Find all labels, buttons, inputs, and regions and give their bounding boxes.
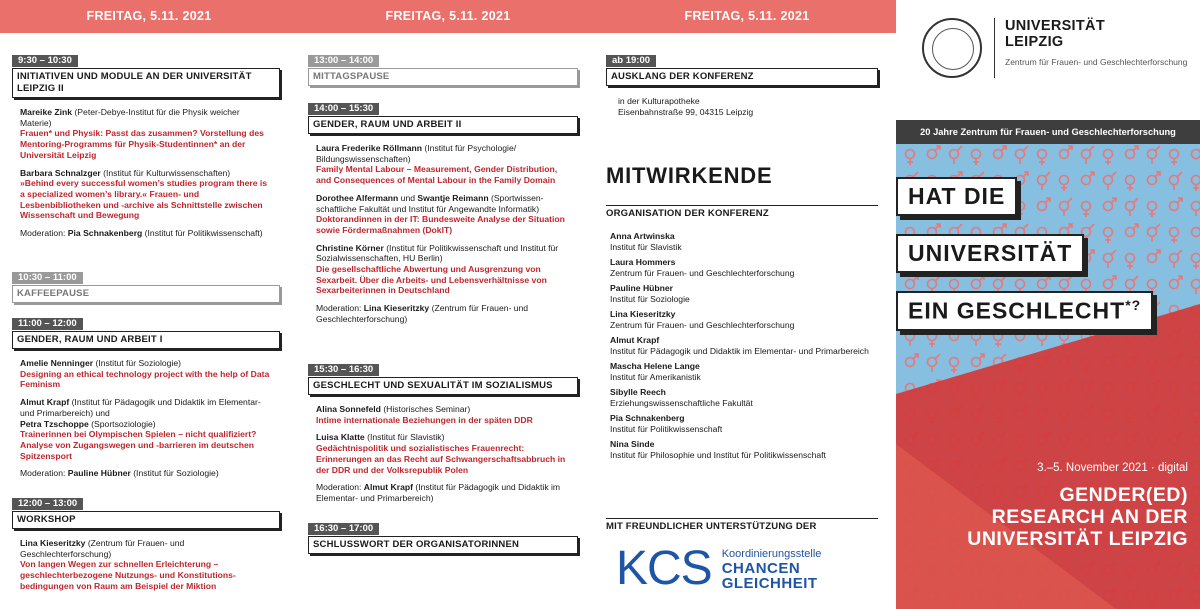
session-title: INITIATIVEN UND MODULE AN DER UNIVERSITÄT LEIPZIG II [12,68,280,98]
talk-title: Frauen* und Physik: Passt das zusammen? Vorstellung des Mentoring-Programms für Physik-Studentinnen* an der Universität Leipzig [20,128,264,160]
venue-address: Eisenbahnstraße 99, 04315 Leipzig [618,106,754,117]
contributor-name: Anna Artwinska [610,231,675,241]
talk-item [316,432,570,475]
venue-line: in der Kulturapotheke [618,96,700,106]
speaker-inst: (Sportwissenschaftliche Fakultät und Institut für Angewandte Informatik) [316,192,544,214]
speaker-name: Christine Körner [316,242,384,253]
time-badge: ab 19:00 [606,55,656,67]
session-title: KAFFEEPAUSE [12,285,280,303]
session-gender-raum-2 [308,98,578,332]
speaker-inst: (Peter-Debye-Institut für die Physik weicher Materie) [20,107,240,128]
contributor-inst: Institut für Philosophie und Institut für Politikwissenschaft [610,449,826,460]
panel-mitwirkende [598,0,896,609]
people-list [606,222,878,460]
speaker-name: Alina Sonnefeld [316,404,381,414]
headline-line1: HAT DIE [896,177,1017,216]
talk-item [20,397,272,461]
contributor-name: Nina Sinde [610,439,655,449]
university-name [994,18,1187,78]
mod-name: Almut Krapf [363,482,413,493]
contributor-name: Almut Krapf [610,335,660,345]
time-badge: 9:30 – 10:30 [12,55,78,67]
kcs-text [722,548,822,591]
conference-title [896,484,1188,550]
contributor-name: Pia Schnakenberg [610,413,685,423]
time-badge: 13:00 – 14:00 [308,55,379,67]
session-sozialismus [308,359,578,511]
kcs-line3: GLEICHHEIT [721,574,818,592]
contributor [610,335,878,356]
time-badge: 11:00 – 12:00 [12,318,83,330]
session-gender-raum-1 [12,313,280,486]
contributor-inst: Zentrum für Frauen- und Geschlechterforschung [610,319,795,330]
talk-title: Intime internationale Beziehungen in der späten DDR [316,414,533,425]
contributor-inst: Institut für Soziologie [610,293,690,304]
speaker-inst: (Institut für Kulturwissenschaften) [100,167,231,178]
talk-title: Trainerinnen bei Olympischen Spielen – nicht qualifiziert? Analyse von Zugangswegen und -barrieren im deutschen Spitzensport [20,429,257,461]
mod-inst: (Institut für Soziologie) [130,468,219,479]
speaker-inst: (Institut für Psychologie/ Bildungswissenschaften) [316,143,517,164]
contributor-inst: Erziehungswissenschaftliche Fakultät [610,397,753,408]
speaker-name: Almut Krapf [20,397,70,408]
contributor-inst: Institut für Pädagogik und Didaktik im Elementar- und Primarbereich [610,345,869,356]
session-initiativen [12,50,280,246]
session-title: GESCHLECHT UND SEXUALITÄT IM SOZIALISMUS [308,377,578,395]
kcs-logo [616,542,822,595]
session-mittagspause [308,50,578,86]
contributor [610,361,878,382]
contributor [610,309,878,330]
panel-program-2 [298,0,598,609]
time-badge: 10:30 – 11:00 [12,272,83,284]
conf-line2: RESEARCH AN DER [991,506,1188,528]
university-seal-icon [922,18,982,78]
speaker-name: Dorothee Alfermann [316,192,399,203]
moderation [316,303,570,324]
mod-label: Moderation: [316,482,364,493]
day-header: FREITAG, 5.11. 2021 [598,0,896,33]
talk-item [316,143,570,186]
session-title: MITTAGSPAUSE [308,68,578,86]
mod-inst: (Institut für Politikwissenschaft) [142,228,263,239]
mod-label: Moderation: [20,228,68,239]
speaker-inst: (Zentrum für Frauen- und Geschlechterforschung) [20,538,185,559]
kcs-line1: Koordinierungsstelle [721,547,822,560]
session-schlusswort [308,518,578,554]
talk-title: Family Mental Labour – Measurement, Gender Distribution, and Consequences of Mental Labour in the Family Domain [316,164,558,186]
session-title: WORKSHOP [12,511,280,529]
headline-line3 [896,291,1153,331]
day-header: FREITAG, 5.11. 2021 [298,0,598,33]
talk-title: Gedächtnispolitik und sozialistisches Frauenrecht: Erinnerungen an das Recht auf Schwangerschaftsabbruch in der DDR und der Volksrepublik Polen [316,443,566,475]
panel-program-1 [0,0,298,609]
mitwirkende-heading: MITWIRKENDE [606,163,773,188]
time-badge: 15:30 – 16:30 [308,364,379,376]
contributor-name: Lina Kieseritzky [610,309,676,319]
talk-title: Doktorandinnen in der IT: Bundesweite Analyse der Situation sowie Fördermaßnahmen (DokIT) [316,214,565,235]
talk-item [20,168,272,222]
talk-title: Die gesellschaftliche Abwertung und Ausgrenzung von Sexarbeit. Über die Arbeits- und Lebensverhältnisse von Sexarbeiterinnen in Deutschland [316,264,547,296]
speaker-name: Amelie Nenninger [20,358,94,368]
mod-name: Lina Kieseritzky [363,303,430,314]
session-title: GENDER, RAUM UND ARBEIT II [308,116,578,134]
speaker-inst: (Institut für Soziologie) [93,358,181,368]
moderation [20,228,272,239]
moderation [316,482,570,503]
uni-line1: UNIVERSITÄT [1005,18,1105,34]
venue [606,86,878,117]
contributor [610,439,878,460]
mod-label: Moderation: [316,303,364,314]
uni-line2: LEIPZIG [1005,34,1064,50]
contributor [610,387,878,408]
contributor [610,413,878,434]
talk-title: Von langen Wegen zur schnellen Erleichterung – geschlechterbezogene Nutzungs- und Konstitutionsbedingungen von Raum am Beispiel der Miktion [20,559,236,591]
speaker-name: Mareike Zink [20,107,73,117]
talk-title: Designing an ethical technology project with the help of Data Feminism [20,368,270,390]
headline-asterisk: *? [1125,297,1142,313]
speaker-name: Luisa Klatte [316,432,365,443]
contributor-name: Mascha Helene Lange [610,361,700,371]
conf-line1: GENDER(ED) [1059,484,1188,506]
anniversary-band: 20 Jahre Zentrum für Frauen- und Geschlechterforschung [896,120,1200,144]
session-kaffeepause [12,267,280,303]
speaker-inst: (Sportsoziologie) [88,418,156,429]
mod-inst: (Institut für Pädagogik und Didaktik im Elementar- und Primarbereich) [316,482,561,503]
speaker-inst: (Institut für Pädagogik und Didaktik im Elementar- und Primarbereich) und [20,397,261,418]
speaker-inst: und [398,192,418,203]
contributor-inst: Institut für Amerikanistik [610,371,701,382]
mod-inst: (Zentrum für Frauen- und Geschlechterforschung) [316,303,529,324]
talk-item [20,107,272,161]
time-badge: 12:00 – 13:00 [12,498,83,510]
kcs-wordmark: KCS [616,542,712,595]
contributor-name: Pauline Hübner [610,283,674,293]
contributor-name: Laura Hommers [610,257,676,267]
event-date: 3.–5. November 2021 · digital [1037,462,1188,474]
support-section [606,518,878,535]
contributor [610,257,878,278]
contributor-inst: Zentrum für Frauen- und Geschlechterforschung [610,267,795,278]
time-badge: 14:00 – 15:30 [308,103,379,115]
contributor-inst: Institut für Slavistik [610,241,682,252]
organisation-section [606,205,878,465]
section-title: MIT FREUNDLICHER UNTERSTÜTZUNG DER [606,518,878,535]
talk-title: »Behind every successful women’s studies program there is a specialized women’s library.« Frauen- und Lesbenbibliotheken und -archive als Schnittstelle zwischen Wissenschaft und Bewegung [20,178,268,221]
headline-line3-text: EIN GESCHLECHT [908,297,1126,324]
talk-item [316,193,570,236]
speaker-name: Petra Tzschoppe [20,418,89,429]
section-title: ORGANISATION DER KONFERENZ [606,205,878,222]
time-badge: 16:30 – 17:00 [308,523,379,535]
speaker-name: Swantje Reimann [417,192,489,203]
speaker-inst: (Historisches Seminar) [380,404,471,414]
contributor [610,231,878,252]
session-title: GENDER, RAUM UND ARBEIT I [12,331,280,349]
moderation [20,468,272,479]
conf-line3: UNIVERSITÄT LEIPZIG [967,528,1188,550]
contributor-name: Sibylle Reech [610,387,666,397]
uni-subtitle: Zentrum für Frauen- und Geschlechterforschung [1005,57,1188,67]
session-title: SCHLUSSWORT DER ORGANISATORINNEN [308,536,578,554]
session-title: AUSKLANG DER KONFERENZ [606,68,878,86]
speaker-inst: (Institut für Slavistik) [364,432,445,443]
speaker-name: Lina Kieseritzky [20,538,86,548]
talk-item [20,538,272,592]
mod-label: Moderation: [20,468,68,479]
contributor [610,283,878,304]
kcs-line2: CHANCEN [721,559,801,577]
talk-item [316,243,570,297]
day-header: FREITAG, 5.11. 2021 [0,0,298,33]
mod-name: Pauline Hübner [67,468,131,479]
cover-panel [896,0,1200,609]
session-workshop [12,493,280,599]
speaker-name: Laura Frederike Röllmann [316,143,423,153]
contributor-inst: Institut für Politikwissenschaft [610,423,723,434]
mod-name: Pia Schnakenberg [67,228,143,239]
university-logo [922,18,1187,78]
headline-line2: UNIVERSITÄT [896,234,1084,273]
speaker-inst: (Institut für Politikwissenschaft und Institut für Sozialwissenschaften, HU Berlin) [316,242,559,264]
talk-item [316,404,570,425]
talk-item [20,358,272,390]
speaker-name: Barbara Schnalzger [20,167,101,178]
session-ausklang [606,50,878,124]
